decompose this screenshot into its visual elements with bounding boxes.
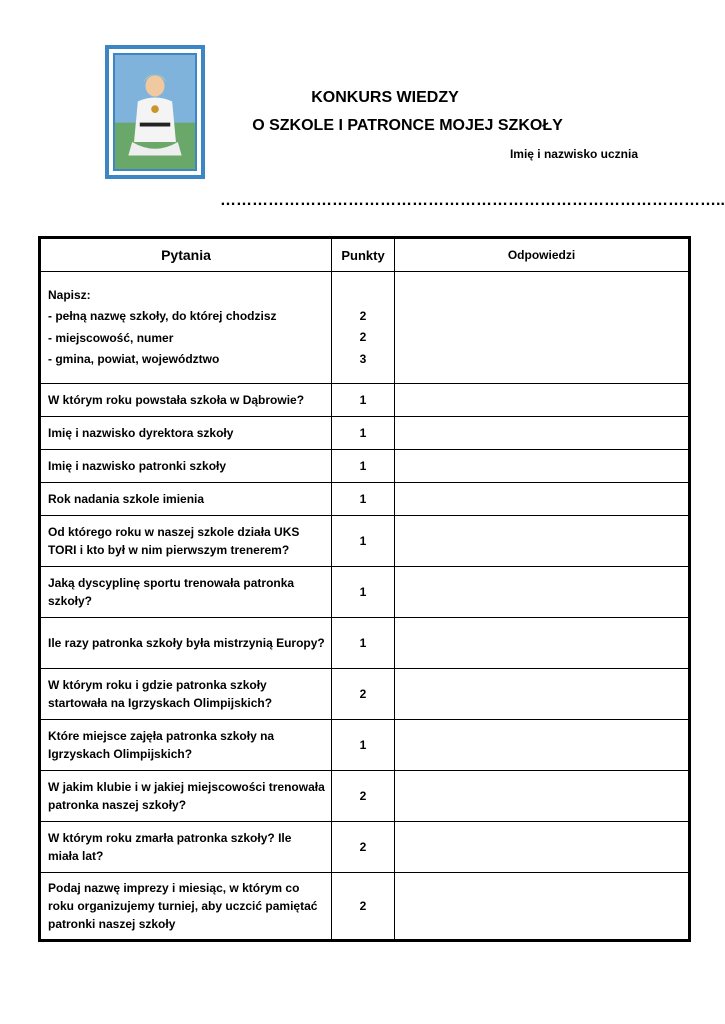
question-cell: W którym roku powstała szkoła w Dąbrowie? xyxy=(40,384,332,417)
title-line-2: O SZKOLE I PATRONCE MOJEJ SZKOŁY xyxy=(252,117,563,134)
student-name-label: Imię i nazwisko ucznia xyxy=(509,147,638,161)
table-row xyxy=(40,516,690,567)
question-cell: Jaką dyscyplinę sportu trenowała patronka szkoły? xyxy=(40,567,332,618)
points-cell: 1 xyxy=(332,450,395,483)
table-row xyxy=(40,771,690,822)
header-points: Punkty xyxy=(332,238,395,272)
question-cell: Rok nadania szkole imienia xyxy=(40,483,332,516)
table-row xyxy=(40,567,690,618)
points-cell xyxy=(332,272,395,384)
question-cell: Od którego roku w naszej szkole działa UKS TORI i kto był w nim pierwszym trenerem? xyxy=(40,516,332,567)
table-row xyxy=(40,720,690,771)
question-cell: Imię i nazwisko dyrektora szkoły xyxy=(40,417,332,450)
points-value: 2 xyxy=(359,308,367,323)
points-cell: 1 xyxy=(332,417,395,450)
points-cell: 2 xyxy=(332,873,395,941)
judoka-illustration xyxy=(115,55,195,169)
answer-cell[interactable] xyxy=(395,483,690,516)
student-name-line[interactable]: ………………………………………………………………………………….. xyxy=(220,192,725,209)
question-cell: W jakim klubie i w jakiej miejscowości trenowała patronka naszej szkoły? xyxy=(40,771,332,822)
answer-cell[interactable] xyxy=(395,567,690,618)
answer-cell[interactable] xyxy=(395,669,690,720)
question-cell: Ile razy patronka szkoły była mistrzynią Europy? xyxy=(40,618,332,669)
table-row xyxy=(40,450,690,483)
points-cell: 2 xyxy=(332,771,395,822)
table-row xyxy=(40,384,690,417)
title-line-1: KONKURS WIEDZY xyxy=(311,89,459,106)
points-cell: 2 xyxy=(332,822,395,873)
table-row xyxy=(40,483,690,516)
points-cell: 1 xyxy=(332,516,395,567)
table-row xyxy=(40,272,690,384)
header-answers: Odpowiedzi xyxy=(395,238,690,272)
table-row xyxy=(40,669,690,720)
table-header-row xyxy=(40,238,690,272)
answer-cell[interactable] xyxy=(395,384,690,417)
question-cell xyxy=(40,272,332,384)
question-cell: W którym roku i gdzie patronka szkoły startowała na Igrzyskach Olimpijskich? xyxy=(40,669,332,720)
table-row xyxy=(40,873,690,941)
points-value: 2 xyxy=(359,330,367,345)
answer-cell[interactable] xyxy=(395,822,690,873)
table-row xyxy=(40,417,690,450)
answer-cell[interactable] xyxy=(395,417,690,450)
points-cell: 1 xyxy=(332,384,395,417)
question-cell: W którym roku zmarła patronka szkoły? Ile miała lat? xyxy=(40,822,332,873)
points-cell: 1 xyxy=(332,618,395,669)
answer-cell[interactable] xyxy=(395,873,690,941)
points-cell: 1 xyxy=(332,483,395,516)
answer-cell[interactable] xyxy=(395,720,690,771)
table-row xyxy=(40,618,690,669)
answer-cell[interactable] xyxy=(395,272,690,384)
question-line: Napisz: xyxy=(48,287,91,302)
points-cell: 1 xyxy=(332,720,395,771)
points-cell: 2 xyxy=(332,669,395,720)
question-cell: Podaj nazwę imprezy i miesiąc, w którym co roku organizujemy turniej, aby uczcić pamiętać patronki naszej szkoły xyxy=(40,873,332,941)
question-cell: Imię i nazwisko patronki szkoły xyxy=(40,450,332,483)
answer-cell[interactable] xyxy=(395,516,690,567)
answer-cell[interactable] xyxy=(395,771,690,822)
points-value: 3 xyxy=(359,351,367,366)
table-row xyxy=(40,822,690,873)
question-line: - pełną nazwę szkoły, do której chodzisz xyxy=(48,309,277,323)
question-cell: Które miejsce zajęła patronka szkoły na Igrzyskach Olimpijskich? xyxy=(40,720,332,771)
answer-cell[interactable] xyxy=(395,450,690,483)
patron-photo-frame xyxy=(105,45,205,179)
points-cell: 1 xyxy=(332,567,395,618)
answer-cell[interactable] xyxy=(395,618,690,669)
patron-photo xyxy=(113,53,197,171)
quiz-table xyxy=(38,236,691,942)
question-line: - miejscowość, numer xyxy=(48,330,174,345)
header-questions: Pytania xyxy=(40,238,332,272)
question-line: - gmina, powiat, województwo xyxy=(48,352,220,366)
